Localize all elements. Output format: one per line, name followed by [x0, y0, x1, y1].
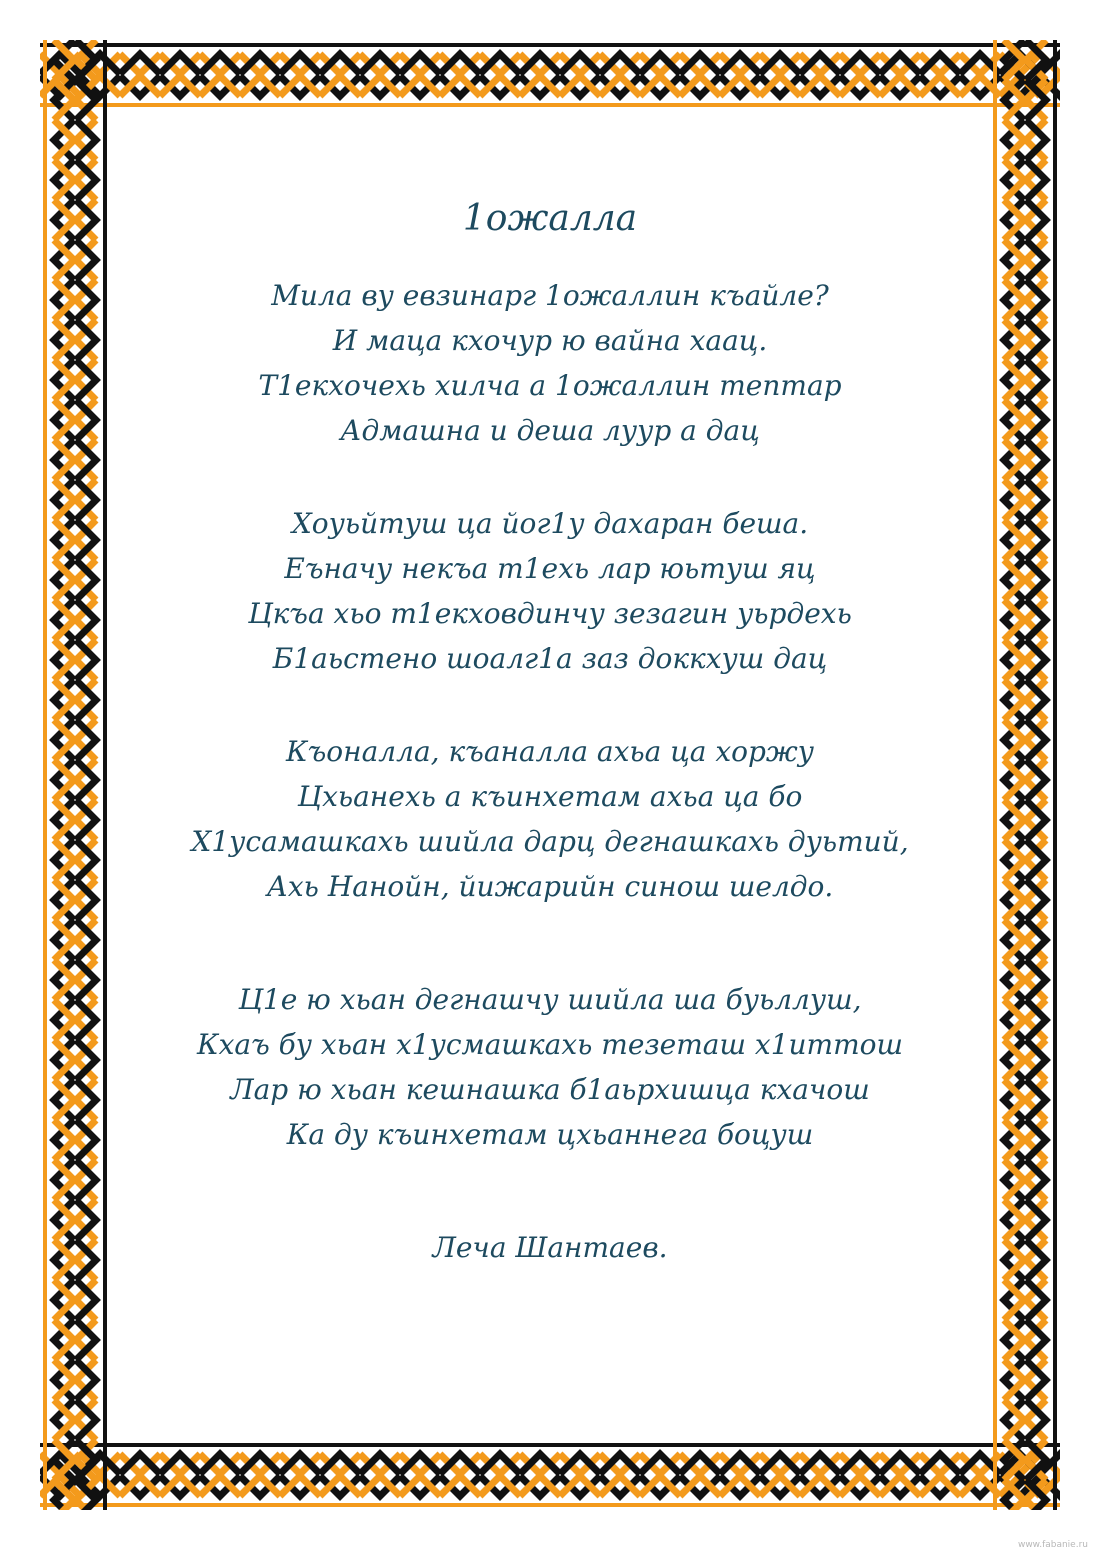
knot-ornament: [40, 40, 110, 1510]
knot-ornament: [990, 40, 1060, 1510]
poem-line: Къоналла, къаналла ахьа ца хоржу: [285, 735, 815, 768]
poem-title: 1ожалла: [462, 198, 638, 239]
poem-line: И маца кхочур ю вайна хаац.: [332, 324, 768, 357]
stanza-4: [120, 977, 980, 1157]
poem-line: Ка ду къинхетам цхьаннега боцуш: [286, 1118, 814, 1151]
ornamental-border-bottom: [40, 1440, 1060, 1510]
poem-line: Кхаъ бу хьан х1усмашкахь тезеташ х1иттош: [196, 1028, 904, 1061]
knot-ornament: [40, 40, 1060, 110]
poem-line: Еъначу некъа т1ехь лар юьтуш яц: [284, 552, 816, 585]
poem-line: Цкъа хьо т1екховдинчу зезагин уьрдехь: [248, 597, 852, 630]
poem-line: Мила ву евзинарг 1ожаллин къайле?: [271, 279, 829, 312]
poem-line: Ахь Нанойн, йижарийн синош шелдо.: [266, 870, 834, 903]
poem-line: Б1аьстено шоалг1а заз доккхуш дац: [272, 642, 828, 675]
poem-line: Ц1е ю хьан дегнашчу шийла ша буьллуш,: [238, 983, 862, 1016]
stanza-3: [120, 729, 980, 909]
poem-body: [120, 195, 980, 1270]
site-watermark: www.fabanie.ru: [1017, 1540, 1088, 1550]
ornamental-border-left: [40, 40, 110, 1510]
ornamental-border-right: [990, 40, 1060, 1510]
stanza-1: [120, 273, 980, 453]
poem-line: Лар ю хьан кешнашка б1аьрхишца кхачош: [230, 1073, 870, 1106]
poem-line: Хоуьйтуш ца йог1у дахаран беша.: [291, 507, 809, 540]
poem-line: Т1екхочехь хилча а 1ожаллин тептар: [258, 369, 842, 402]
ornamental-border-top: [40, 40, 1060, 110]
poem-line: Х1усамашкахь шийла дарц дегнашкахь дуьтий,: [191, 825, 909, 858]
poem-author: Леча Шантаев.: [432, 1231, 668, 1264]
stanza-2: [120, 501, 980, 681]
knot-ornament: [40, 1440, 1060, 1510]
poem-line: Цхьанехь а къинхетам ахьа ца бо: [297, 780, 803, 813]
poem-line: Адмашна и деша луур а дац: [340, 414, 760, 447]
